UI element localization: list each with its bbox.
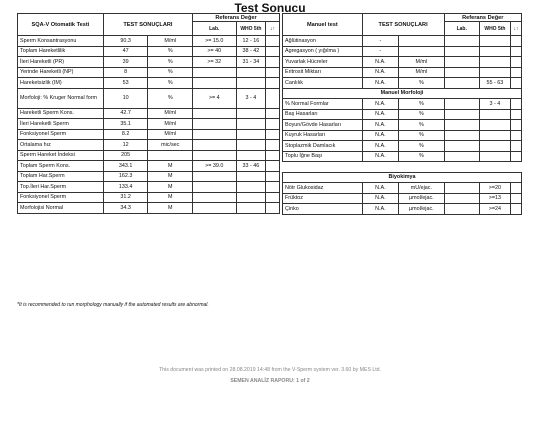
table-row — [283, 183, 522, 194]
reference-who: 31 - 34 — [236, 57, 266, 68]
reference-who: 3 - 4 — [479, 99, 510, 110]
test-name: Hareketsizlik (IM) — [18, 78, 104, 89]
test-unit: % — [399, 120, 444, 131]
table-row — [18, 67, 280, 78]
reference-lab: >= 15.0 — [193, 36, 236, 47]
table-row — [283, 109, 522, 120]
flag-cell — [510, 151, 521, 162]
test-unit — [399, 36, 444, 47]
flag-cell — [266, 129, 280, 140]
table-row — [283, 67, 522, 78]
table-row — [18, 36, 280, 47]
reference-who — [236, 192, 266, 203]
reference-who — [479, 57, 510, 68]
test-value: N.A. — [362, 67, 399, 78]
test-name: Morfolojisi Normal — [18, 203, 104, 214]
test-value: N.A. — [362, 130, 399, 141]
header-row — [283, 14, 522, 22]
reference-who — [479, 120, 510, 131]
test-name: Ağlütinasyon — [283, 36, 363, 47]
test-name: Nötr Glukosidaz — [283, 183, 363, 194]
reference-lab — [193, 171, 236, 182]
test-name: Toplam Har.Sperm — [18, 171, 104, 182]
flag-cell — [510, 46, 521, 57]
reference-who — [236, 171, 266, 182]
flag-cell — [510, 36, 521, 47]
test-unit: % — [399, 109, 444, 120]
reference-who: 12 - 16 — [236, 36, 266, 47]
table-row — [283, 130, 522, 141]
reference-lab — [444, 151, 479, 162]
manual-test-table — [282, 13, 522, 215]
test-value: N.A. — [362, 193, 399, 204]
table-row — [283, 46, 522, 57]
header-reference: Referans Değer — [444, 14, 521, 22]
test-name: Boyun/Gövde Hasarları — [283, 120, 363, 131]
reference-who — [236, 150, 266, 161]
test-value: 162.3 — [103, 171, 148, 182]
flag-cell — [510, 141, 521, 152]
test-name: Sperm Konsantrasyonu — [18, 36, 104, 47]
test-value: N.A. — [362, 141, 399, 152]
header-reference: Referans Değer — [193, 14, 280, 22]
flag-cell — [266, 67, 280, 78]
test-unit: % — [148, 78, 193, 89]
reference-lab — [193, 108, 236, 119]
flag-cell — [266, 192, 280, 203]
table-row — [18, 88, 280, 108]
table-row — [18, 78, 280, 89]
header-lab: Lab. — [444, 22, 479, 36]
reference-lab — [444, 67, 479, 78]
test-value: 47 — [103, 46, 148, 57]
table-row — [18, 182, 280, 193]
test-unit: % — [148, 57, 193, 68]
section-row — [283, 172, 522, 183]
header-lab: Lab. — [193, 22, 236, 36]
test-unit: M/ml — [148, 129, 193, 140]
reference-who — [479, 130, 510, 141]
print-footer: This document was printed on 28.08.2019 14:48 from the V-Sperm system ver. 3.60 by MES Ltd. — [158, 367, 382, 373]
morphology-note: *It is recommended to run morphology manually if the automated results are abnormal. — [17, 302, 209, 308]
reference-who: 3 - 4 — [236, 88, 266, 108]
reference-lab — [193, 129, 236, 140]
spacer-cell — [283, 162, 522, 173]
reference-who — [479, 46, 510, 57]
test-name: Früktoz — [283, 193, 363, 204]
test-value: N.A. — [362, 151, 399, 162]
table-row — [18, 119, 280, 130]
table-row — [18, 150, 280, 161]
test-unit: M — [148, 182, 193, 193]
test-value: 34.3 — [103, 203, 148, 214]
section-title: Biyokimya — [283, 172, 522, 183]
page-title: Test Sonucu — [234, 1, 306, 15]
header-who: WHO 5th — [236, 22, 266, 36]
flag-cell — [266, 57, 280, 68]
flag-cell — [510, 120, 521, 131]
reference-who — [479, 67, 510, 78]
reference-lab — [444, 120, 479, 131]
table-row — [18, 129, 280, 140]
test-value: 42.7 — [103, 108, 148, 119]
test-value: N.A. — [362, 99, 399, 110]
test-value: 39 — [103, 57, 148, 68]
test-name: Top.İleri Har.Sperm — [18, 182, 104, 193]
test-unit: µmol/ejac. — [399, 204, 444, 215]
test-unit: mU/ejac. — [399, 183, 444, 194]
flag-cell — [510, 204, 521, 215]
flag-cell — [266, 78, 280, 89]
reference-lab: >= 32 — [193, 57, 236, 68]
reference-who — [236, 140, 266, 151]
test-name: Morfoloji: % Kruger Normal form — [18, 88, 104, 108]
reference-who — [236, 67, 266, 78]
test-unit: % — [399, 151, 444, 162]
test-name: İleri Hareketli Sperm — [18, 119, 104, 130]
flag-cell — [266, 150, 280, 161]
test-value: - — [362, 46, 399, 57]
flag-cell — [266, 46, 280, 57]
test-name: Sperm Hareket İndeksi — [18, 150, 104, 161]
reference-lab — [444, 109, 479, 120]
reference-lab — [193, 182, 236, 193]
test-name: Hareketli Sperm Kons. — [18, 108, 104, 119]
test-name: Baş Hasarları — [283, 109, 363, 120]
section-title: Manuel Morfoloji — [283, 88, 522, 99]
flag-cell — [266, 182, 280, 193]
table-row — [18, 192, 280, 203]
test-value: 10 — [103, 88, 148, 108]
test-name: % Normal Formlar — [283, 99, 363, 110]
table-row — [283, 99, 522, 110]
test-unit: % — [148, 88, 193, 108]
header-results: TEST SONUÇLARI — [103, 14, 192, 36]
flag-cell — [266, 119, 280, 130]
flag-cell — [510, 99, 521, 110]
reference-lab — [444, 183, 479, 194]
test-value: N.A. — [362, 204, 399, 215]
reference-who — [236, 129, 266, 140]
test-unit: M/ml — [399, 57, 444, 68]
reference-lab — [444, 204, 479, 215]
test-name: Fonksiyonel Sperm — [18, 129, 104, 140]
test-name: İleri Hareketli (PR) — [18, 57, 104, 68]
reference-who — [479, 151, 510, 162]
test-unit: % — [399, 78, 444, 89]
test-value: N.A. — [362, 57, 399, 68]
test-value: - — [362, 36, 399, 47]
test-value: 8 — [103, 67, 148, 78]
table-row — [18, 171, 280, 182]
header-arrows: ↓↑ — [266, 22, 280, 36]
flag-cell — [266, 108, 280, 119]
test-name: Kuyruk Hasarları — [283, 130, 363, 141]
flag-cell — [510, 130, 521, 141]
flag-cell — [266, 171, 280, 182]
reference-lab — [193, 203, 236, 214]
header-results: TEST SONUÇLARI — [362, 14, 444, 36]
reference-lab — [193, 150, 236, 161]
header-arrows: ↓↑ — [510, 22, 521, 36]
reference-who: 55 - 63 — [479, 78, 510, 89]
table-row — [283, 141, 522, 152]
test-value: 90.3 — [103, 36, 148, 47]
reference-who — [236, 119, 266, 130]
reference-who: >=20 — [479, 183, 510, 194]
flag-cell — [510, 183, 521, 194]
test-name: Yuvarlak Hücreler — [283, 57, 363, 68]
reference-who — [479, 141, 510, 152]
test-unit: % — [148, 46, 193, 57]
flag-cell — [266, 161, 280, 172]
table-row — [283, 151, 522, 162]
reference-who: 33 - 46 — [236, 161, 266, 172]
reference-who: 38 - 42 — [236, 46, 266, 57]
table-row — [18, 161, 280, 172]
test-name: Agregasyon ( yığılma ) — [283, 46, 363, 57]
test-unit: % — [399, 141, 444, 152]
section-row — [283, 88, 522, 99]
test-unit: M — [148, 192, 193, 203]
reference-lab — [193, 78, 236, 89]
table-row — [18, 140, 280, 151]
test-name: Yerinde Hareketli (NP) — [18, 67, 104, 78]
report-page-footer: SEMEN ANALİZ RAPORU: 1 of 2 — [230, 378, 310, 384]
reference-lab: >= 39.0 — [193, 161, 236, 172]
test-value: 12 — [103, 140, 148, 151]
test-value: N.A. — [362, 183, 399, 194]
flag-cell — [510, 193, 521, 204]
test-unit: % — [148, 67, 193, 78]
test-value: 205 — [103, 150, 148, 161]
test-unit: M — [148, 171, 193, 182]
test-unit: M — [148, 161, 193, 172]
table-row — [283, 78, 522, 89]
table-row — [18, 57, 280, 68]
reference-who — [236, 78, 266, 89]
test-unit: M/ml — [148, 119, 193, 130]
test-unit: M — [148, 203, 193, 214]
test-value: 8.2 — [103, 129, 148, 140]
reference-who — [236, 182, 266, 193]
reference-lab — [193, 192, 236, 203]
table-row — [18, 46, 280, 57]
flag-cell — [266, 203, 280, 214]
table-row — [18, 108, 280, 119]
test-name: Canlılık — [283, 78, 363, 89]
test-value: N.A. — [362, 120, 399, 131]
reference-who — [236, 203, 266, 214]
automatic-test-table — [17, 13, 280, 214]
test-value: 343.1 — [103, 161, 148, 172]
header-test: Manuel test — [283, 14, 363, 36]
reference-lab: >= 40 — [193, 46, 236, 57]
test-name: Çinko — [283, 204, 363, 215]
test-unit — [399, 46, 444, 57]
test-unit: µmol/ejac. — [399, 193, 444, 204]
reference-lab — [444, 141, 479, 152]
test-name: Toplu İğne Başı — [283, 151, 363, 162]
table-row — [283, 204, 522, 215]
test-value: 35.1 — [103, 119, 148, 130]
reference-lab — [193, 119, 236, 130]
test-value: 53 — [103, 78, 148, 89]
flag-cell — [510, 109, 521, 120]
table-row — [283, 120, 522, 131]
reference-lab — [444, 130, 479, 141]
table-row — [283, 193, 522, 204]
reference-lab — [444, 78, 479, 89]
reference-who — [479, 109, 510, 120]
test-unit: % — [399, 130, 444, 141]
test-name: Stoplazmik Damlacık — [283, 141, 363, 152]
test-name: Eritrosit Miktarı — [283, 67, 363, 78]
table-row — [18, 203, 280, 214]
test-unit: mic/sec — [148, 140, 193, 151]
test-name: Ortalama hız — [18, 140, 104, 151]
header-who: WHO 5th — [479, 22, 510, 36]
table-row — [283, 36, 522, 47]
test-name: Toplam Sperm Kons. — [18, 161, 104, 172]
reference-lab — [444, 193, 479, 204]
reference-lab — [193, 140, 236, 151]
test-unit: % — [399, 99, 444, 110]
test-unit: M/ml — [399, 67, 444, 78]
test-unit: M/ml — [148, 108, 193, 119]
reference-lab: >= 4 — [193, 88, 236, 108]
test-value: N.A. — [362, 109, 399, 120]
reference-lab — [444, 36, 479, 47]
reference-who — [479, 36, 510, 47]
header-row — [18, 14, 280, 22]
reference-who: >=13 — [479, 193, 510, 204]
flag-cell — [266, 140, 280, 151]
reference-lab — [444, 99, 479, 110]
test-name: Toplam Hareketlilik — [18, 46, 104, 57]
table-row — [283, 57, 522, 68]
flag-cell — [510, 57, 521, 68]
test-unit — [148, 150, 193, 161]
test-value: 31.2 — [103, 192, 148, 203]
test-unit: M/ml — [148, 36, 193, 47]
test-value: 133.4 — [103, 182, 148, 193]
flag-cell — [510, 78, 521, 89]
reference-lab — [193, 67, 236, 78]
reference-lab — [444, 57, 479, 68]
spacer-row — [283, 162, 522, 173]
test-value: N.A. — [362, 78, 399, 89]
reference-who: >=24 — [479, 204, 510, 215]
flag-cell — [266, 88, 280, 108]
flag-cell — [266, 36, 280, 47]
test-name: Fonksiyonel Sperm — [18, 192, 104, 203]
flag-cell — [510, 67, 521, 78]
reference-who — [236, 108, 266, 119]
reference-lab — [444, 46, 479, 57]
header-test: SQA-V Otomatik Testi — [18, 14, 104, 36]
